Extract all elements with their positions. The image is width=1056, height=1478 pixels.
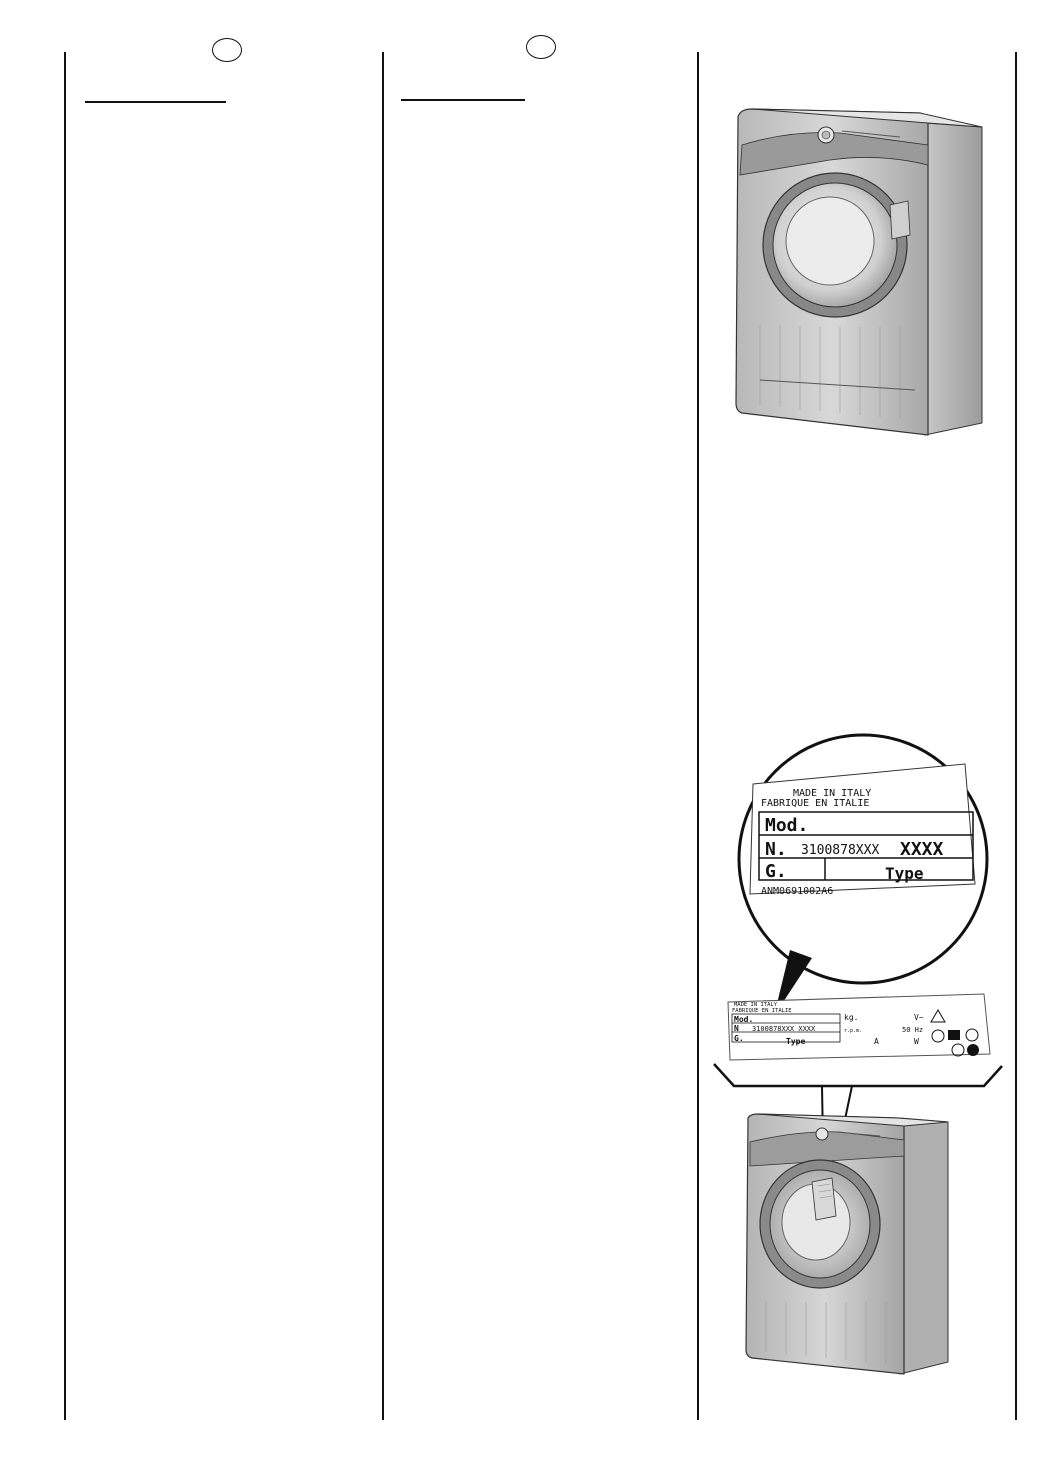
full-plate-rpm: r.p.m. [844, 1028, 863, 1034]
left-border-line [64, 52, 66, 1420]
language-marker-circle [526, 35, 556, 59]
plate-g-label: G. [765, 861, 787, 882]
certification-mark-icon [948, 1030, 960, 1040]
right-border-line [1015, 52, 1017, 1420]
washing-machine-icon [730, 105, 990, 440]
plate-code: ANM0691002A6 [761, 886, 834, 897]
washing-machine-icon [740, 1112, 955, 1382]
rating-plate-label [726, 992, 991, 1064]
full-plate-volt: V~ [914, 1013, 924, 1022]
heading-underline [401, 99, 525, 101]
washing-machine-illustration [740, 1112, 955, 1382]
column-divider-2 [697, 52, 699, 1420]
full-plate-amp: A [874, 1037, 879, 1046]
heading-underline [85, 101, 226, 103]
full-plate-line-1: MADE IN ITALY [734, 1002, 778, 1008]
plate-n-label: N. [765, 839, 787, 860]
full-plate-mod: Mod. [734, 1015, 754, 1024]
plate-line-1: MADE IN ITALY [793, 788, 872, 799]
full-plate-g: G. [734, 1034, 744, 1043]
column-divider-1 [382, 52, 384, 1420]
full-plate-type: Type [786, 1037, 806, 1046]
plate-type-label: Type [885, 864, 924, 883]
rating-plate-full [726, 992, 991, 1064]
full-plate-watt: W [914, 1037, 919, 1046]
plate-mod-label: Mod. [765, 815, 809, 836]
language-marker-circle [212, 38, 242, 62]
full-plate-kg: kg. [844, 1013, 859, 1022]
full-plate-line-2: FABRIQUE EN ITALIE [732, 1008, 792, 1014]
plate-line-2: FABRIQUE EN ITALIE [761, 798, 870, 809]
full-plate-hz: 50 Hz [902, 1026, 924, 1034]
washing-machine-illustration [730, 105, 990, 440]
plate-serial-suffix: XXXX [900, 839, 944, 860]
plate-serial: 3100878XXX [801, 843, 880, 858]
full-plate-serial: 3100878XXX XXXX [752, 1025, 816, 1033]
certification-mark-icon [967, 1044, 979, 1056]
full-plate-n: N [734, 1024, 739, 1033]
